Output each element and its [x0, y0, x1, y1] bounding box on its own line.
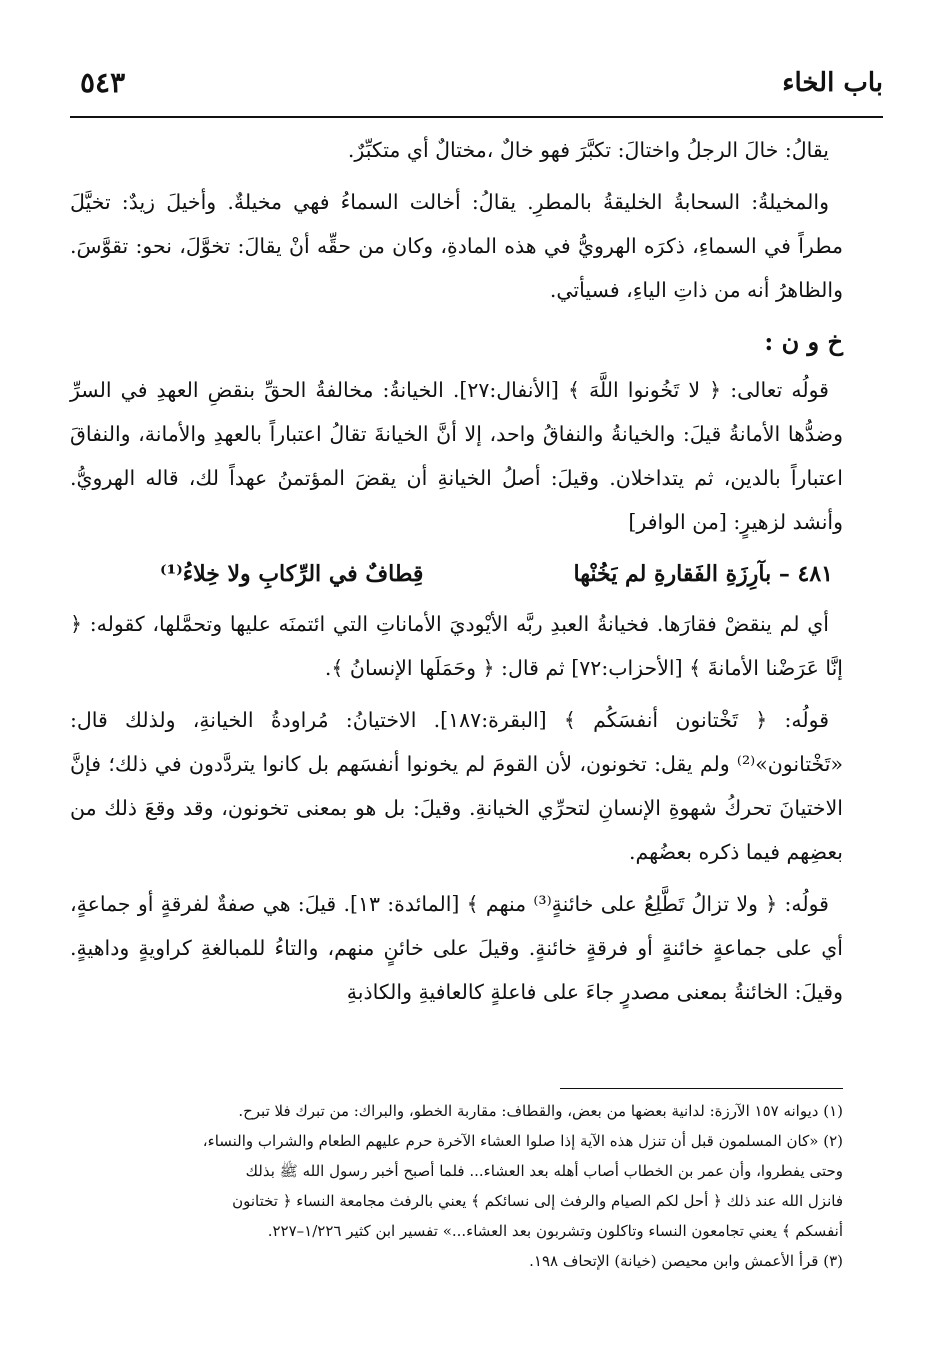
footnote-2-line: فانزل الله عند ذلك ﴿ أحل لكم الصيام والرفث إلى نسائكم ﴾ يعني بالرفث مجامعة النساء ﴿ تختانون — [232, 1192, 843, 1210]
paragraph: قولُه: ﴿ تَخْتانون أنفسَكُم ﴾ [البقرة:١٨٧]. الاختيانُ: مُراودةُ الخيانةِ، ولذلك قال: «تَخْتانون»⁽²⁾ ولم يقل: تخونون، لأن القومَ لم يخونوا أنفسَهم بل كانوا يتردَّدون في ذلك؛ فإنَّ الاختيانَ تحركُ شهوةِ الإنسانِ لتحرِّي الخيانةِ. وقيلَ: بل هو بمعنى تخونون، وقد وقعَ ذلك من بعضِهم فيما ذكره بعضُهم. — [70, 708, 843, 864]
footnotes — [70, 1096, 843, 1276]
footnote-separator — [560, 1088, 843, 1089]
paragraph: يقالُ: خالَ الرجلُ واختالَ: تكبَّرَ فهو خالٌ ،مختالٌ أي متكبِّرٌ. — [347, 138, 829, 162]
page-number: ٥٤٣ — [80, 66, 126, 99]
paragraph: قولُه: ﴿ ولا تزالُ تَطَّلِعُ على خائنةٍ⁽³⁾ منهم ﴾ [المائدة: ١٣]. قيلَ: هي صفةٌ لفرقةٍ أو جماعةٍ، أي على جماعةٍ خائنةٍ أو فرقةٍ خائنةٍ. وقيلَ على خائنٍ منهم، والتاءُ للمبالغةِ كراويةٍ وداهيةٍ. وقيلَ: الخائنةُ بمعنى مصدرٍ جاءَ على فاعلةٍ كالعافيةِ والكاذبةِ — [70, 892, 843, 1004]
header-rule — [70, 116, 883, 118]
paragraph: والمخيلةُ: السحابةُ الخليقةُ بالمطرِ. يقالُ: أخالت السماءُ فهي مخيلةٌ. وأخيلَ زيدٌ: تخيَّلَ مطراً في السماءِ، ذكرَه الهرويُّ في هذه المادةِ، وكان من حقِّه أنْ يقالَ: تخوَّلَ، نحو: تقوَّسَ. والظاهرُ أنه من ذاتِ الياءِ، فسيأتي. — [70, 190, 843, 302]
footnote-1: (١) ديوانه ١٥٧ الآرزة: لدانية بعضها من بعض، والقطاف: مقاربة الخطو، والبراك: من تبرك فلا تبرح. — [238, 1102, 843, 1120]
footnote-3: (٣) قرأ الأعمش وابن محيصن (خيانة) الإتحاف ١٩٨. — [529, 1252, 843, 1270]
footnote-2-line: أنفسكم ﴾ يعني تجامعون النساء وتاكلون وتشربون بعد العشاء...» تفسير ابن كثير ١/٢٢٦–٢٢٧. — [267, 1222, 843, 1240]
paragraph: أي لم ينقضْ فقارَها. فخيانةُ العبدِ ربَّه الأيْوديَ الأماناتِ التي ائتمنَه عليها وتحمَّلها، كقوله: ﴿ إنَّا عَرَضْنا الأمانةَ ﴾ [الأحزاب:٧٢] ثم قال: ﴿ وحَمَلَها الإنسانُ ﴾. — [70, 612, 843, 680]
footnote-2-line: (٢) «كان المسلمون قبل أن تنزل هذه الآية إذا صلوا العشاء الآخرة حرم عليهم الطعام والشراب والنساء، — [202, 1132, 843, 1150]
paragraph: قولُه تعالى: ﴿ لا تَخُونوا اللَّهَ ﴾ [الأنفال:٢٧]. الخيانةُ: مخالفةُ الحقِّ بنقضِ العهدِ في السرِّ وضدُّها الأمانةُ قيلَ: والخيانةُ والنفاقُ واحد، إلا أنَّ الخيانةَ تقالُ اعتباراً بالعهدِ والأمانة، والنفاقَ اعتباراً بالدين، ثم يتداخلان. وقيلَ: أصلُ الخيانةِ أن يقضَ المؤتمنُ عهداً لك، قاله الهرويُّ. وأنشد لزهيرٍ: [من الوافر] — [70, 378, 843, 534]
entry-heading: خ و ن : — [764, 327, 843, 356]
verse-first-text: بآرِزَةِ الفَقارةِ لم يَخُنْها — [573, 561, 772, 587]
main-text — [70, 128, 843, 1022]
verse-number: ٤٨١ – — [778, 561, 833, 587]
footnote-2-line: وحتى يفطروا، وأن عمر بن الخطاب أصاب أهله بعد العشاء... فلما أصبح أخبر رسول الله ﷺ بذلك — [245, 1162, 843, 1180]
verse-second-hemistich: قِطافٌ في الرِّكابِ ولا خِلاءُ⁽¹⁾ — [160, 561, 424, 587]
chapter-title: باب الخاء — [782, 68, 883, 98]
poetry-verse — [70, 552, 843, 596]
running-header — [70, 58, 883, 118]
verse-first-hemistich — [574, 552, 833, 596]
